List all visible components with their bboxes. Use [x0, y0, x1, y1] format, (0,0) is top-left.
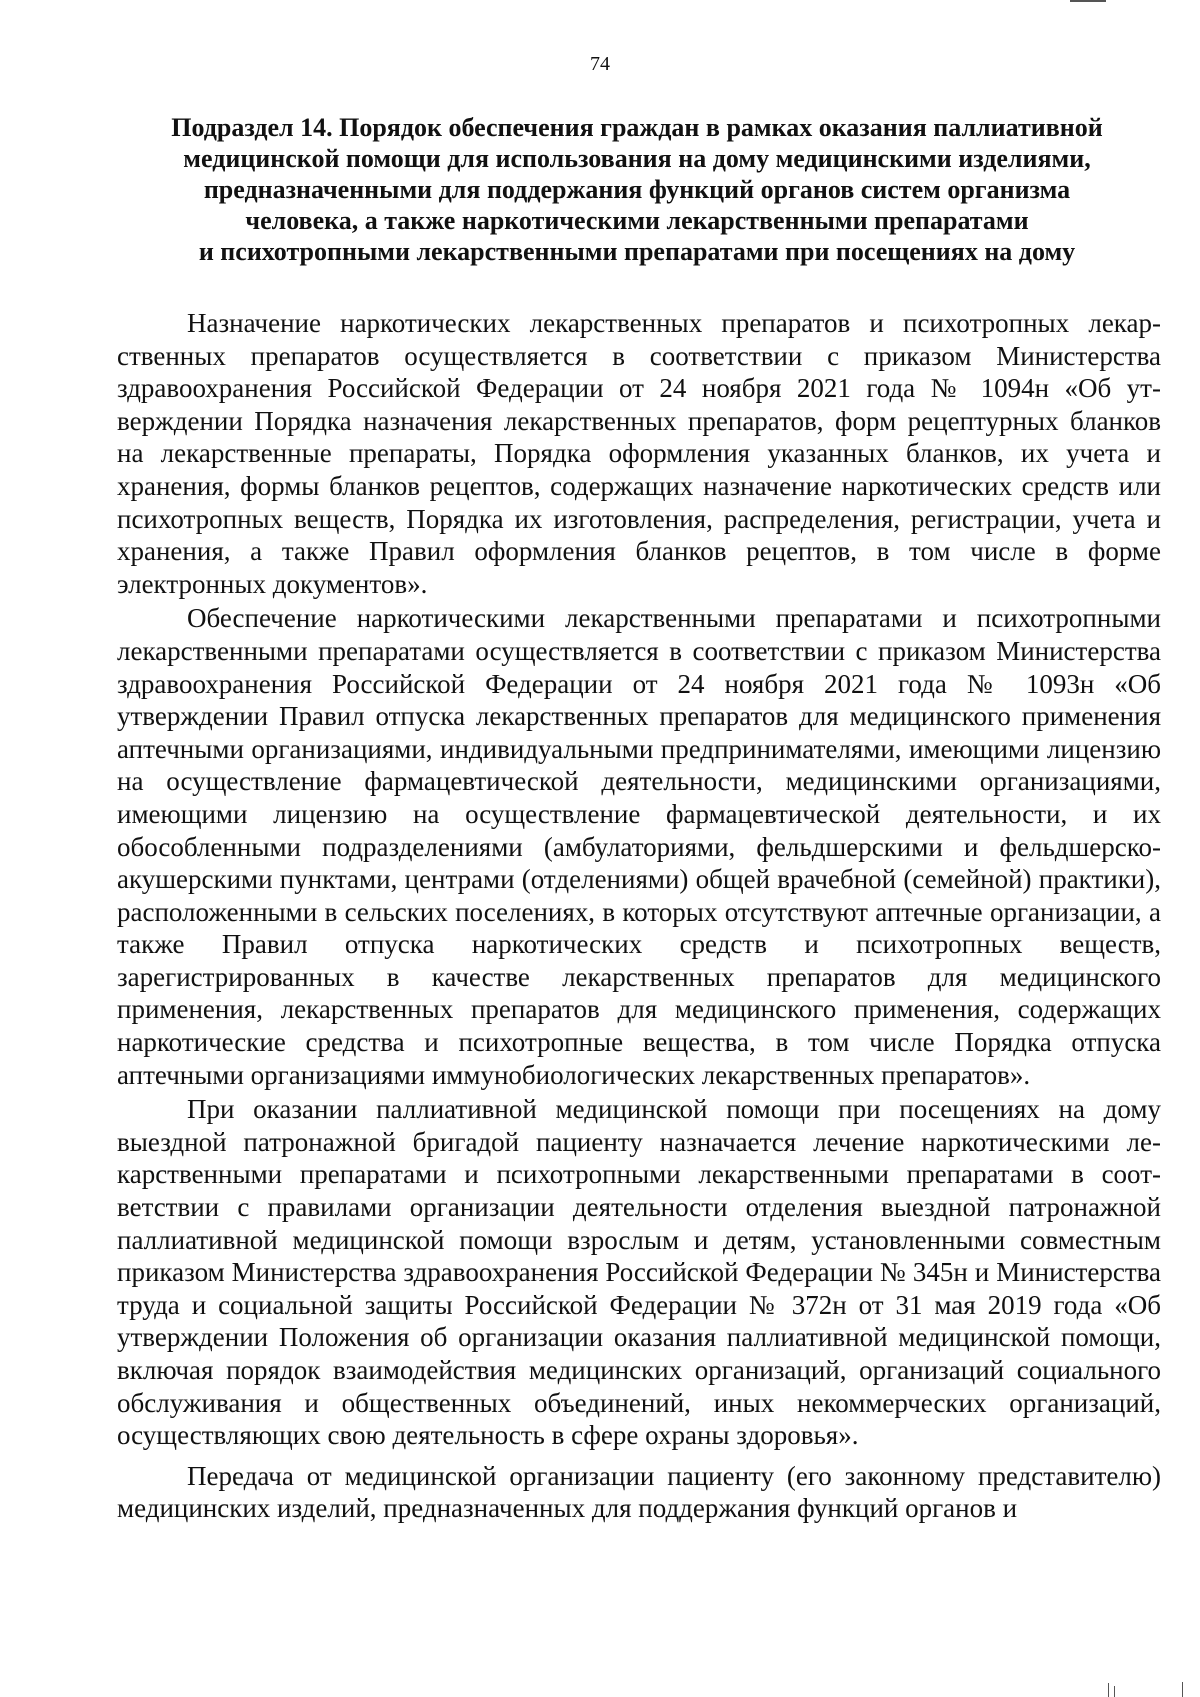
section-heading — [110, 112, 1164, 267]
paragraph-dispensing: Обеспечение наркотическими лекарственными препаратами и психотропными лекарственными препаратами осуществляется в соответствии с приказом Министерства здравоохранения Российской Федерации от 24 ноября 2021 года № 1093н «Об утверждении Правил отпуска лекарственных препаратов для медицинского применения аптечными организациями, индивидуальными предпринимателями, имеющими лицензию на осуществление фармацевтической деятельности, медицинскими организациями, имеющими лицензию на осуществление фармацевтической деятельности, и их обособленными подразделениями (амбулаториями, фельдшерскими и фельдшерско-акушерскими пунктами, центрами (отделениями) общей врачебной (семейной) практики), расположенными в сельских поселениях, в которых отсутствуют аптечные организации, а также Правил отпуска наркотических средств и психотропных веществ, зарегистрированных в качестве лекарственных препаратов для медицинского применения, лекарственных препаратов для медицинского применения, содержащих наркотические средства и психотропные вещества, в том числе Порядка отпуска аптечными организациями иммунобиологических лекарственных препаратов». — [117, 603, 1161, 1090]
paragraph-device-transfer: Передача от медицинской организации пациенту (его законному представителю) медицинских изделий, предназначенных для поддержания функций органов и — [117, 1460, 1161, 1524]
heading-line: и психотропными лекарственными препаратами при посещениях на дому — [198, 237, 1076, 266]
page-number: 74 — [590, 53, 610, 75]
paragraph-prescription: Назначение наркотических лекарственных препаратов и психотропных лекарственных препаратов осуществляется в соответствии с приказом Министерства здравоохранения Российской Федерации от 24 ноября 2021 года № 1094н «Об утверждении Порядка назначения лекарственных препаратов, форм рецептурных бланков на лекарственные препараты, Порядка оформления указанных бланков, их учета и хранения, формы бланков рецептов, содержащих назначение наркотических средств или психотропных веществ, Порядка их изготовления, распределения, регистрации, учета и хранения, а также Правил оформления бланков рецептов, в том числе в форме электронных документов». — [117, 308, 1161, 599]
heading-line: медицинской помощи для использования на дому медицинскими изделиями, — [183, 144, 1091, 173]
scan-mark — [1108, 1683, 1109, 1697]
scan-mark — [1114, 1686, 1115, 1697]
heading-line: человека, а также наркотическими лекарственными препаратами — [245, 206, 1029, 235]
scan-mark — [1182, 1682, 1183, 1697]
paragraph-home-visits: При оказании паллиативной медицинской помощи при посещениях на дому выездной патронажной бригадой пациенту назначается лечение наркотическими лекарственными препаратами и психотропными лекарственными препаратами в соответствии с правилами организации деятельности отделения выездной патронажной паллиативной медицинской помощи взрослым и детям, установленными совместным приказом Министерства здравоохранения Российской Федерации № 345н и Министерства труда и социальной защиты Российской Федерации № 372н от 31 мая 2019 года «Об утверждении Положения об организации оказания паллиативной медицинской помощи, включая порядок взаимодействия медицинских организаций, организаций социального обслуживания и общественных объединений, иных некоммерческих организаций, осуществляющих свою деятельность в сфере охраны здоровья». — [117, 1094, 1161, 1451]
scan-mark — [1070, 0, 1106, 2]
heading-line: предназначенными для поддержания функций органов систем организма — [203, 175, 1071, 204]
heading-line: Подраздел 14. Порядок обеспечения граждан в рамках оказания паллиативной — [171, 113, 1103, 142]
body-text — [117, 307, 1161, 1525]
